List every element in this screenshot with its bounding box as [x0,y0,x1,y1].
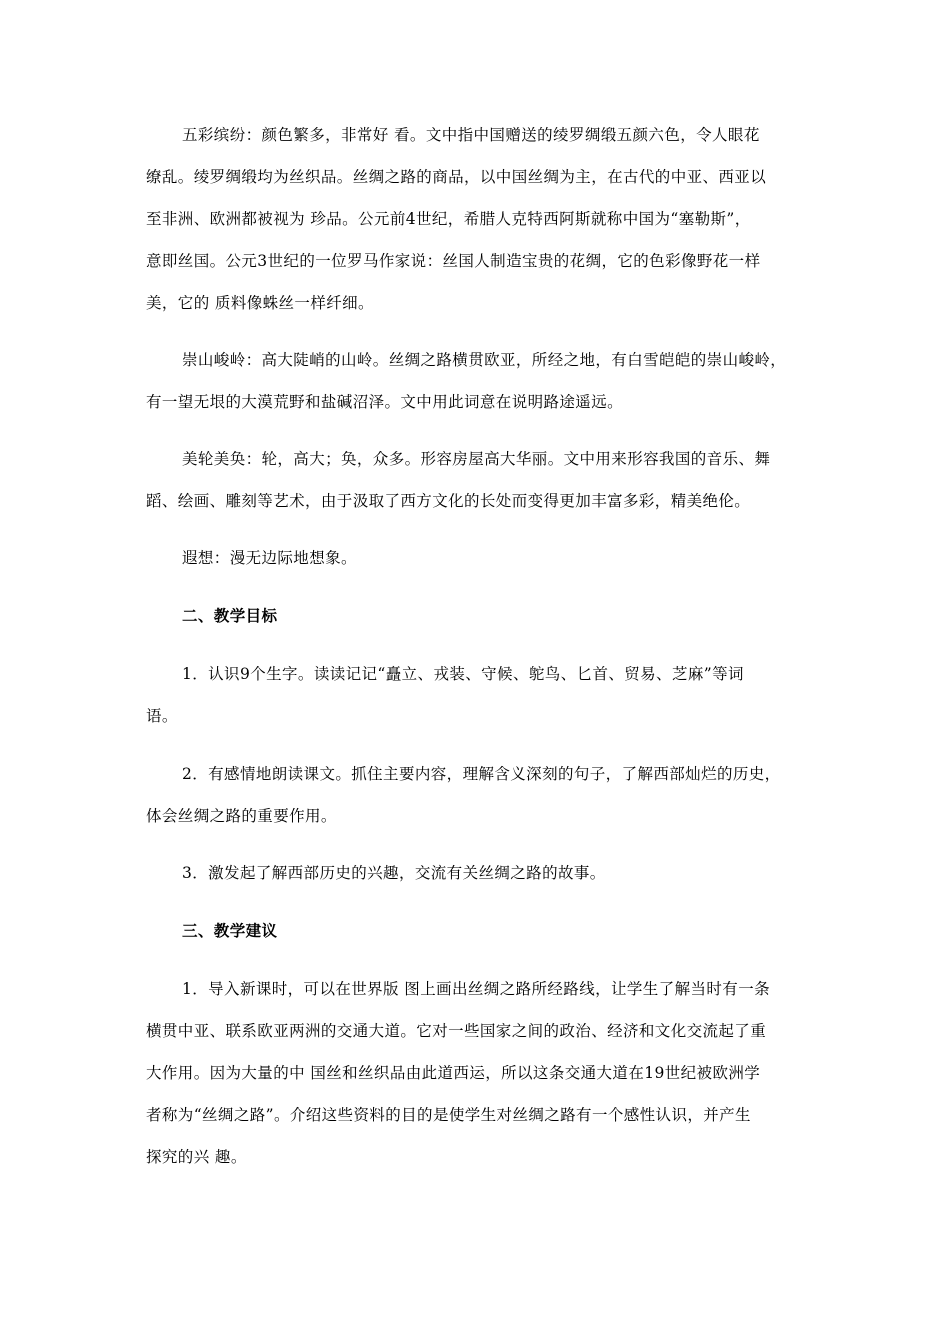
text-line: 探究的兴 趣。 [146,1148,247,1166]
paragraph-xiaxiang [146,537,806,579]
paragraph-chongshan-junling [146,339,806,423]
text-line: 大作用。因为大量的中 国丝和丝织品由此道西运，所以这条交通大道在19世纪被欧洲学 [146,1064,761,1082]
text-line: 崇山峻岭：高大陡峭的山岭。丝绸之路横贯欧亚，所经之地，有白雪皑皑的崇山峻岭， [182,351,787,369]
section-heading-teaching-suggestions [146,910,806,952]
goal-item-2 [146,753,806,837]
text-line: 五彩缤纷：颜色繁多，非常好 看。文中指中国赠送的绫罗绸缎五颜六色，令人眼花 [182,126,760,144]
text-line: 遐想：漫无边际地想象。 [182,549,357,567]
text-line: 横贯中亚、联系欧亚两洲的交通大道。它对一些国家之间的政治、经济和文化交流起了重 [146,1022,767,1040]
text-line: 2．有感情地朗读课文。抓住主要内容，理解含义深刻的句子，了解西部灿烂的历史， [182,765,781,783]
text-line: 美，它的 质料像蛛丝一样纤细。 [146,294,374,312]
text-line: 1．导入新课时，可以在世界版 图上画出丝绸之路所经路线，让学生了解当时有一条 [182,980,770,998]
section-heading: 三、教学建议 [182,921,278,940]
paragraph-wucai-binfen [146,114,806,324]
section-heading: 二、教学目标 [182,606,278,625]
text-line: 有一望无垠的大漠荒野和盐碱沼泽。文中用此词意在说明路途遥远。 [146,393,624,411]
paragraph-meilun-meihuan [146,438,806,522]
section-heading-teaching-goals [146,595,806,637]
suggestion-item-1 [146,968,806,1178]
goal-item-3 [146,852,806,894]
text-line: 缭乱。绫罗绸缎均为丝织品。丝绸之路的商品，以中国丝绸为主，在古代的中亚、西亚以 [146,168,767,186]
text-line: 至非洲、欧洲都被视为 珍品。公元前4世纪，希腊人克特西阿斯就称中国为“塞勒斯”， [146,210,751,228]
goal-item-1 [146,653,806,737]
text-line: 3．激发起了解西部历史的兴趣，交流有关丝绸之路的故事。 [182,864,606,882]
text-line: 1．认识9个生字。读读记记“矗立、戎装、守候、鸵鸟、匕首、贸易、芝麻”等词 [182,665,744,683]
text-line: 美轮美奂：轮，高大；奂，众多。形容房屋高大华丽。文中用来形容我国的音乐、舞 [182,450,771,468]
text-line: 语。 [146,707,178,725]
text-line: 蹈、绘画、雕刻等艺术，由于汲取了西方文化的长处而变得更加丰富多彩，精美绝伦。 [146,492,751,510]
text-line: 者称为“丝绸之路”。介绍这些资料的目的是使学生对丝绸之路有一个感性认识，并产生 [146,1106,751,1124]
text-line: 意即丝国。公元3世纪的一位罗马作家说：丝国人制造宝贵的花绸，它的色彩像野花一样 [146,252,761,270]
text-line: 体会丝绸之路的重要作用。 [146,807,337,825]
